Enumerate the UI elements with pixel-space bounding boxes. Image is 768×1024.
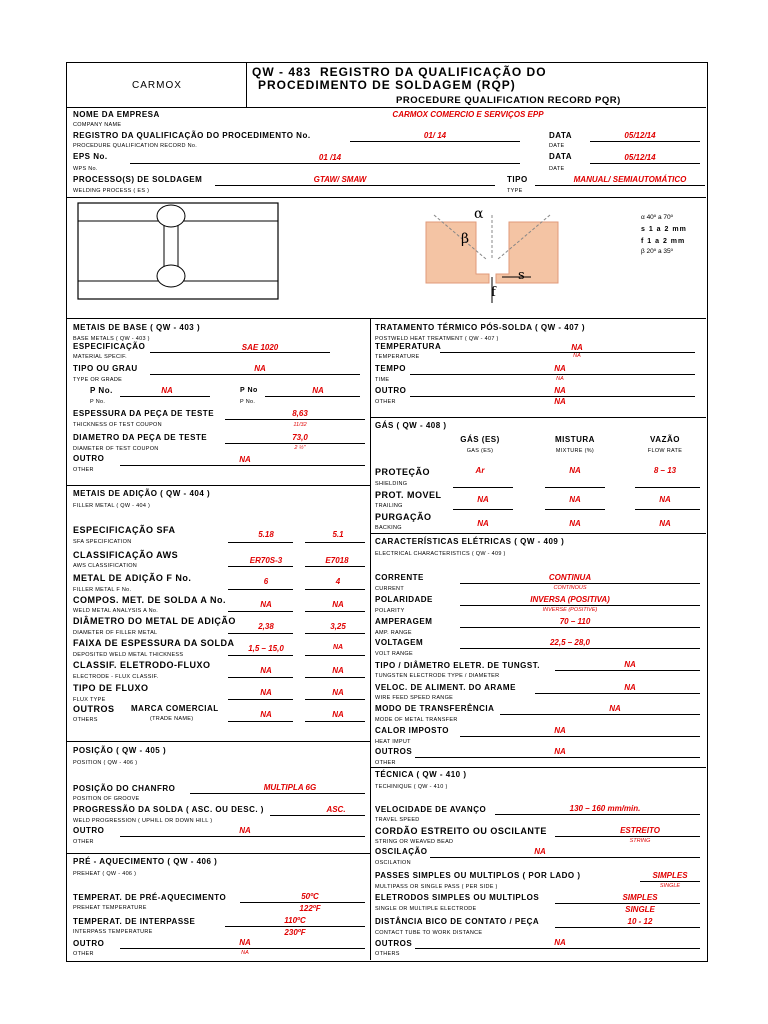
filler-flux-class-label: CLASSIF. ELETRODO-FLUXO [73,660,211,670]
interpass-temp-value-f: 230ºF [284,928,306,937]
gas-col-mixture-sub: MIXTURE (%) [555,448,595,454]
travel-speed-sublabel: TRAVEL SPEED [375,817,420,823]
filler-flux-class-value-1: NA [260,666,272,675]
current-sublabel: CURRENT [375,586,404,592]
voltage-label: VOLTAGEM [375,638,424,647]
base-diameter-inch: 2 ½" [294,445,306,451]
travel-speed-value: 130 – 160 mm/min. [569,804,641,813]
base-metals-subheader: BASE METALS ( QW - 403 ) [73,336,150,342]
date-label-2: DATA [549,152,573,161]
filler-fno-value-2: 4 [335,577,341,586]
gas-trailing-label: PROT. MOVEL [375,490,442,500]
filler-ano-value-2: NA [332,600,344,609]
gas-col-gas: GÁS (ES) [460,435,500,444]
filler-others-value-1: NA [260,710,272,719]
welding-process-label: PROCESSO(S) DE SOLDAGEM [73,175,203,184]
pwht-time-value-sub: NA [556,376,564,382]
gas-trailing-mixture: NA [569,495,581,504]
joint-note-2: s 1 a 2 mm [641,226,687,233]
preheat-header: PRÉ - AQUECIMENTO ( QW - 406 ) [73,857,218,866]
filler-diameter-value-1: 2,38 [258,622,274,631]
preheat-temp-label: TEMPERAT. DE PRÉ-AQUECIMENTO [73,893,227,902]
gas-backing-sublabel: BACKING [375,525,402,531]
process-type-label: TIPO [507,175,528,184]
heat-input-sublabel: HEAT IMPUT [375,739,411,745]
date-sublabel: DATE [549,143,565,149]
company-name-label: NOME DA EMPRESA [73,110,160,119]
pwht-time-label: TEMPO [375,364,406,373]
filler-diameter-value-2: 3,25 [330,622,346,631]
base-pno-value: NA [161,386,173,395]
technique-other-sublabel: OTHERS [375,951,400,957]
base-other-value: NA [239,455,251,464]
filler-others-sublabel: OTHERS [73,717,98,723]
filler-fno-value-1: 6 [263,577,269,586]
filler-metals-subheader: FILLER METAL ( QW - 404 ) [73,503,151,509]
electrodes-value: SIMPLES [622,893,658,902]
position-header: POSIÇÃO ( QW - 405 ) [73,746,167,755]
pwht-time-sublabel: TIME [375,377,390,383]
filler-flux-type-label: TIPO DE FLUXO [73,683,149,693]
filler-range-label: FAIXA DE ESPESSURA DA SOLDA [73,638,235,648]
tungsten-sublabel: TUNGSTEN ELECTRODE TYPE / DIAMETER [375,673,500,679]
tungsten-value: NA [624,660,636,669]
preheat-temp-value: 50ºC [301,892,319,901]
transfer-mode-label: MODO DE TRANSFERÊNCIA [375,704,495,713]
groove-position-label: POSIÇÃO DO CHANFRO [73,784,176,793]
pqr-number-value: 01/ 14 [423,131,447,140]
electrical-other-label: OUTROS [375,747,413,756]
passes-value-sub: SINGLE [659,883,681,889]
preheat-other-value-sub: NA [241,950,249,956]
filler-flux-type-sublabel: FLUX TYPE [73,697,106,703]
filler-flux-class-value-2: NA [332,666,344,675]
amperage-sublabel: AMP. RANGE [375,630,412,636]
position-other-label: OUTRO [73,826,105,835]
filler-trade-name-label: MARCA COMERCIAL [131,704,219,713]
passes-label: PASSES SIMPLES OU MULTIPLOS ( POR LADO ) [375,871,581,880]
ctwd-sublabel: CONTACT TUBE TO WORK DISTANCE [375,930,483,936]
pwht-other-value: NA [554,386,566,395]
ctwd-value: 10 - 12 [627,917,653,926]
date-value-1: 05/12/14 [624,131,656,140]
base-pno2-value: NA [312,386,324,395]
filler-fno-label: METAL DE ADIÇÃO F No. [73,573,192,583]
base-other-sublabel: OTHER [73,467,94,473]
gas-col-gas-sub: GAS (ES) [466,448,494,454]
pqr-number-label: REGISTRO DA QUALIFICAÇÃO DO PROCEDIMENTO No. [73,131,311,140]
base-metals-header: METAIS DE BASE ( QW - 403 ) [73,323,201,332]
joint-note-4: β 20º a 35º [641,248,673,255]
technique-subheader: TECHINIQUE ( QW - 410 ) [375,784,448,790]
pwht-temp-value-sub: NA [573,353,581,359]
oscillation-label: OSCILAÇÃO [375,847,428,856]
gas-shielding-gas: Ar [475,466,485,475]
interpass-temp-value: 110ºC [284,916,306,925]
amperage-value: 70 – 110 [559,617,591,626]
gas-backing-gas: NA [477,519,489,528]
filler-aws-sublabel: AWS CLASSIFICATION [73,563,138,569]
gas-shielding-flow: 8 – 13 [653,466,677,475]
filler-sfa-value-2: 5.1 [332,530,344,539]
wps-number-sublabel: WPS No. [73,166,98,172]
polarity-label: POLARIDADE [375,595,433,604]
gas-shielding-sublabel: SHIELDING [375,481,408,487]
base-pno2-sublabel: P No. [240,399,256,405]
base-thickness-value: 8,63 [292,409,308,418]
gas-col-mixture: MISTURA [555,435,595,444]
base-grade-value: NA [254,364,266,373]
polarity-value-sub: INVERSE (POSITIVE) [542,607,598,613]
voltage-sublabel: VOLT RANGE [375,651,413,657]
filler-metals-header: METAIS DE ADIÇÃO ( QW - 404 ) [73,489,211,498]
polarity-value: INVERSA (POSITIVA) [530,595,610,604]
page-title: REGISTRO DA QUALIFICAÇÃO DO [320,65,547,79]
gas-header: GÁS ( QW - 408 ) [375,421,447,430]
filler-range-sublabel: DEPOSITED WELD METAL THICKNESS [73,652,184,658]
base-pno-sublabel: P No. [90,399,106,405]
filler-aws-label: CLASSIFICAÇÃO AWS [73,550,179,560]
company-logo: CARMOX [132,80,182,91]
gas-backing-mixture: NA [569,519,581,528]
base-diameter-label: DIAMETRO DA PEÇA DE TESTE [73,433,208,442]
current-value: CONTINUA [548,573,592,582]
transfer-mode-value: NA [609,704,621,713]
page-title-line2: PROCEDIMENTO DE SOLDAGEM (RQP) [258,78,516,92]
date-value-2: 05/12/14 [624,153,656,162]
electrodes-label: ELETRODOS SIMPLES OU MULTIPLOS [375,893,540,902]
pwht-temp-label: TEMPERATURA [375,342,442,351]
weld-progression-label: PROGRESSÃO DA SOLDA ( ASC. OU DESC. ) [73,805,264,814]
pqr-number-sublabel: PROCEDURE QUALIFICATION RECORD No. [73,143,198,149]
preheat-subheader: PREHEAT ( QW - 406 ) [73,871,137,877]
weld-progression-sublabel: WELD PROGRESSION ( UPHILL OR DOWN HILL ) [73,818,213,824]
f-symbol: f [491,285,496,300]
filler-range-value-1: 1,5 – 15,0 [248,644,284,653]
pwht-time-value: NA [554,364,566,373]
filler-flux-class-sublabel: ELECTRODE - FLUX CLASSIF. [73,674,159,680]
bead-type-value: ESTREITO [620,826,660,835]
gas-backing-flow: NA [659,519,671,528]
filler-fno-sublabel: FILLER METAL F No. [73,587,132,593]
position-other-value: NA [239,826,251,835]
travel-speed-label: VELOCIDADE DE AVANÇO [375,805,487,814]
groove-position-value: MULTIPLA 6G [263,783,317,792]
filler-sfa-value-1: 5.18 [258,530,274,539]
joint-note-1: α 40º a 70º [641,214,673,221]
wire-feed-sublabel: WIRE FEED SPEED RANGE [375,695,454,701]
current-label: CORRENTE [375,573,424,582]
passes-value: SIMPLES [652,871,688,880]
amperage-label: AMPERAGEM [375,617,433,626]
oscillation-value: NA [534,847,546,856]
company-name-sublabel: COMPANY NAME [73,122,122,128]
gas-trailing-sublabel: TRAILING [375,503,403,509]
filler-diameter-label: DIÂMETRO DO METAL DE ADIÇÃO [73,616,236,626]
ctwd-label: DISTÂNCIA BICO DE CONTATO / PEÇA [375,917,540,926]
technique-header: TÉCNICA ( QW - 410 ) [375,770,467,779]
filler-trade-name-sublabel: (TRADE NAME) [150,716,194,722]
base-pno2-label: P No [240,387,258,394]
base-thickness-sublabel: THICKNESS OF TEST COUPON [73,422,162,428]
filler-others-value-2: NA [332,710,344,719]
base-diameter-value: 73,0 [292,433,308,442]
position-other-sublabel: OTHER [73,839,94,845]
wire-feed-label: VELOC. DE ALIMENT. DO ARAME [375,683,516,692]
base-diameter-sublabel: DIAMETER OF TEST COUPON [73,446,159,452]
current-value-sub: CONTINOUS [553,585,587,591]
filler-aws-value-1: ER70S-3 [249,556,283,565]
joint-note-3: f 1 a 2 mm [641,238,686,245]
preheat-other-sublabel: OTHER [73,951,94,957]
filler-sfa-sublabel: SFA SPECIFICATION [73,539,132,545]
base-other-label: OUTRO [73,454,105,463]
pwht-temp-sublabel: TEMPERATURE [375,354,420,360]
oscillation-sublabel: OSCILATION [375,860,411,866]
filler-flux-type-value-1: NA [260,688,272,697]
transfer-mode-sublabel: MODE OF METAL TRANSFER [375,717,458,723]
pwht-other-label: OUTRO [375,386,407,395]
voltage-value: 22,5 – 28,0 [549,638,591,647]
process-type-value: MANUAL/ SEMIAUTOMÁTICO [573,175,687,184]
company-name-value: CARMOX COMERCIO E SERVIÇOS EPP [392,110,544,119]
technique-other-value: NA [554,938,566,947]
heat-input-value: NA [554,726,566,735]
technique-other-label: OUTROS [375,939,413,948]
heat-input-label: CALOR IMPOSTO [375,726,449,735]
gas-trailing-gas: NA [477,495,489,504]
base-thickness-inch: 11/32 [293,422,307,428]
base-spec-value: SAE 1020 [241,343,279,352]
interpass-temp-sublabel: INTERPASS TEMPERATURE [73,929,153,935]
pwht-subheader: POSTWELD HEAT TREATMENT ( QW - 407 ) [375,336,499,342]
wps-number-label: EPS No. [73,152,108,161]
base-pno-label: P No. [90,386,113,395]
pwht-header: TRATAMENTO TÉRMICO PÓS-SOLDA ( QW - 407 ) [375,323,585,332]
filler-ano-label: COMPOS. MET. DE SOLDA A No. [73,595,227,605]
welding-process-value: GTAW/ SMAW [313,175,367,184]
electrical-subheader: ELECTRICAL CHARACTERISTICS ( QW - 409 ) [375,551,506,557]
interpass-temp-label: TEMPERAT. DE INTERPASSE [73,917,196,926]
base-spec-sublabel: MATERIAL SPECIF. [73,354,128,360]
electrical-other-value: NA [554,747,566,756]
form-code: QW - 483 [252,65,312,79]
gas-trailing-flow: NA [659,495,671,504]
filler-aws-value-2: E7018 [325,556,349,565]
wire-feed-value: NA [624,683,636,692]
bead-type-value-sub: STRING [629,838,651,844]
welding-process-sublabel: WELDING PROCESS ( ES ) [73,188,150,194]
pwht-temp-value: NA [571,343,583,352]
electrical-header: CARACTERÍSTICAS ELÉTRICAS ( QW - 409 ) [375,537,565,546]
base-spec-label: ESPECIFICAÇÃO [73,342,146,351]
beta-symbol: β [461,231,470,247]
passes-sublabel: MULTIPASS OR SINGLE PASS ( PER SIDE ) [375,884,498,890]
electrodes-sublabel: SINGLE OR MULTIPLE ELECTRODE [375,906,477,912]
electrical-other-sublabel: OTHER [375,760,396,766]
tungsten-label: TIPO / DIÂMETRO ELETR. DE TUNGST. [375,661,540,670]
preheat-other-value: NA [239,938,251,947]
page-title-english: PROCEDURE QUALIFICATION RECORD PQR) [396,95,621,106]
filler-flux-type-value-2: NA [332,688,344,697]
base-grade-sublabel: TYPE OR GRADE [73,377,123,383]
gas-shielding-mixture: NA [569,466,581,475]
joint-sketch [66,197,706,317]
bead-type-label: CORDÃO ESTREITO OU OSCILANTE [375,826,547,836]
preheat-temp-sublabel: PREHEAT TEMPERATURE [73,905,147,911]
gas-col-flow-sub: FLOW RATE [647,448,683,454]
preheat-temp-value-f: 122ºF [299,904,321,913]
date-sublabel-2: DATE [549,166,565,172]
weld-progression-value: ASC. [326,805,346,814]
electrodes-value-sub: SINGLE [625,905,655,914]
filler-ano-value-1: NA [260,600,272,609]
gas-backing-label: PURGAÇÃO [375,512,432,522]
groove-position-sublabel: POSITION OF GROOVE [73,796,140,802]
wps-number-value: 01 /14 [318,153,342,162]
pwht-other-sublabel: OTHER [375,399,396,405]
process-type-sublabel: TYPE [507,188,523,194]
filler-diameter-sublabel: DIAMETER OF FILLER METAL [73,630,158,636]
alpha-symbol: α [474,206,484,222]
bead-type-sublabel: STRING OR WEAVED BEAD [375,839,454,845]
filler-sfa-label: ESPECIFICAÇÃO SFA [73,525,176,535]
preheat-other-label: OUTRO [73,939,105,948]
gas-shielding-label: PROTEÇÃO [375,467,431,477]
position-subheader: POSITION ( QW - 406 ) [73,760,138,766]
filler-others-label: OUTROS [73,704,115,714]
s-symbol: s [518,268,525,283]
filler-range-value-2: NA [332,644,344,651]
pwht-other-value-2: NA [554,397,566,406]
filler-ano-sublabel: WELD METAL ANALYSIS A No. [73,608,159,614]
gas-col-flow: VAZÃO [650,435,680,444]
base-thickness-label: ESPESSURA DA PEÇA DE TESTE [73,409,215,418]
base-grade-label: TIPO OU GRAU [73,364,138,373]
polarity-sublabel: POLARITY [375,608,405,614]
date-label: DATA [549,131,573,140]
